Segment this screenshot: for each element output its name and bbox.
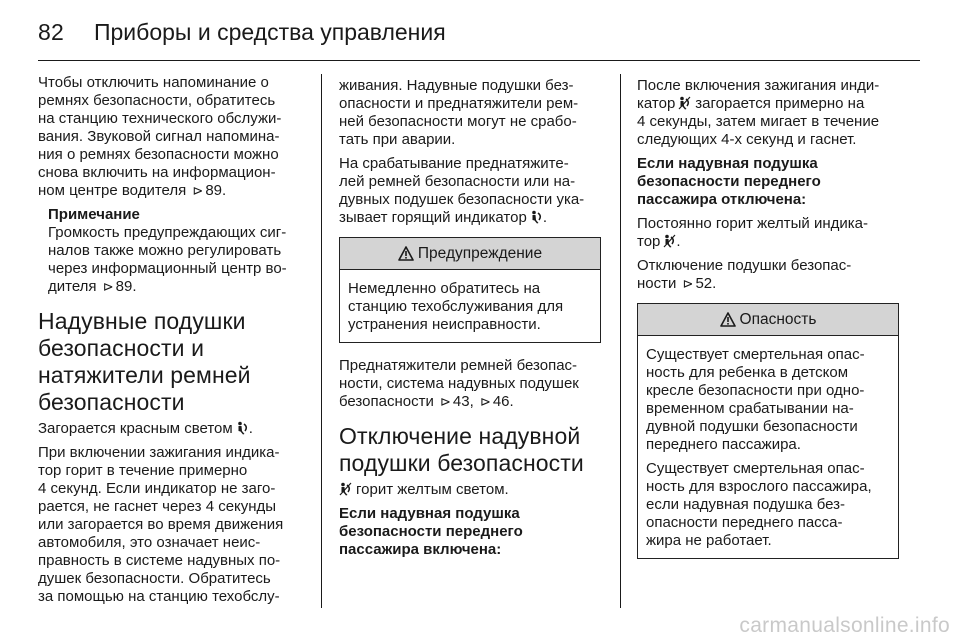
paragraph: Отключение подушки безопас- ности ⊳ 52. [637, 257, 852, 292]
section-heading: Надувные подушки безопасности и натяжители ремней безопасности [38, 308, 251, 415]
section-heading: Отключение надувной подушки безопасности [339, 423, 584, 476]
column-divider [620, 74, 621, 608]
page-reference-icon: ⊳ [682, 276, 694, 291]
warning-triangle-icon [720, 312, 736, 327]
danger-header [638, 304, 898, 336]
column-divider [321, 74, 322, 608]
page-reference[interactable]: 89. [115, 278, 137, 295]
note-title: Примечание [48, 206, 140, 223]
header-rule [38, 60, 920, 61]
page-number: 82 [38, 18, 64, 45]
column-middle [339, 77, 609, 565]
paragraph: При включении зажигания индика- тор горит в течение примерно 4 секунд. Если индикатор не заго- рается, не гаснет через 4 секунды или загорается во время движения автомобиля, это означает неис- правность в системе надувных по- душек безопасности. Обратитесь за помощью на станцию техобслу- [38, 444, 284, 605]
column-right [637, 77, 907, 573]
danger-title: Опасность [739, 310, 817, 328]
airbag-off-indicator-icon [339, 482, 352, 496]
paragraph: После включения зажигания инди- катор загорается примерно на 4 секунды, затем мигает в течение следующих 4-х секунд и гаснет. [637, 77, 880, 148]
warning-box [339, 237, 601, 343]
paragraph: Постоянно горит желтый индика- тор . [637, 215, 868, 250]
note-block [48, 206, 310, 296]
page-reference[interactable]: 43, [452, 393, 474, 410]
page-reference-icon: ⊳ [192, 183, 204, 198]
watermark: carmanualsonline.info [739, 614, 950, 637]
page-reference-icon: ⊳ [479, 394, 491, 409]
paragraph: Преднатяжители ремней безопас- ности, система надувных подушек безопасности ⊳ 43, ⊳ 46. [339, 357, 579, 410]
page-reference-icon: ⊳ [102, 279, 114, 294]
page-reference-icon: ⊳ [440, 394, 451, 409]
page-reference[interactable]: 46. [492, 393, 514, 410]
paragraph: На срабатывание преднатяжите- лей ремней безопасности или на- дувных подушек безопасности ука- зывает горящий индикатор . [339, 155, 585, 226]
paragraph: Чтобы отключить напоминание о ремнях безопасности, обратитесь на станцию технического обслужи- вания. Звуковой сигнал напомина- ния о ремнях безопасности можно снова включить на информацион- ном центре водителя ⊳ 89. [38, 74, 282, 199]
paragraph: живания. Надувные подушки без- опасности и преднатяжители рем- ней безопасности могут не срабо- тать при аварии. [339, 77, 579, 148]
page-reference[interactable]: 89. [205, 182, 227, 199]
warning-title: Предупреждение [417, 244, 543, 262]
airbag-indicator-icon [236, 421, 249, 435]
section-title: Приборы и средства управления [93, 18, 446, 45]
paragraph: Загорается красным светом . [38, 420, 253, 437]
page-header [38, 12, 446, 52]
danger-text: Существует смертельная опас- ность для ребенка в детском кресле безопасности при одно- временном срабатывании на- дувной подушки безопасности переднего пассажира. [646, 346, 865, 453]
bold-subheading: Если надувная подушка безопасности переднего пассажира отключена: [637, 155, 821, 208]
column-left [38, 74, 310, 612]
danger-text: Существует смертельная опас- ность для взрослого пассажира, если надувная подушка без- опасности переднего пасса- жира не работает. [646, 460, 872, 549]
airbag-indicator-icon [530, 210, 543, 224]
danger-body [638, 336, 898, 558]
warning-text: Немедленно обратитесь на станцию техобслуживания для устранения неисправности. [348, 280, 564, 333]
airbag-off-indicator-icon [678, 96, 691, 110]
danger-box [637, 303, 899, 559]
page-reference[interactable]: 52. [695, 275, 717, 292]
note-text: Громкость предупреждающих сиг- налов также можно регулировать через информационный центр во- дителя ⊳ 89. [48, 224, 287, 295]
airbag-off-indicator-icon [663, 234, 676, 248]
bold-subheading: Если надувная подушка безопасности переднего пассажира включена: [339, 505, 523, 558]
warning-triangle-icon [398, 246, 414, 261]
paragraph: горит желтым светом. [339, 481, 609, 499]
warning-header [340, 238, 600, 270]
